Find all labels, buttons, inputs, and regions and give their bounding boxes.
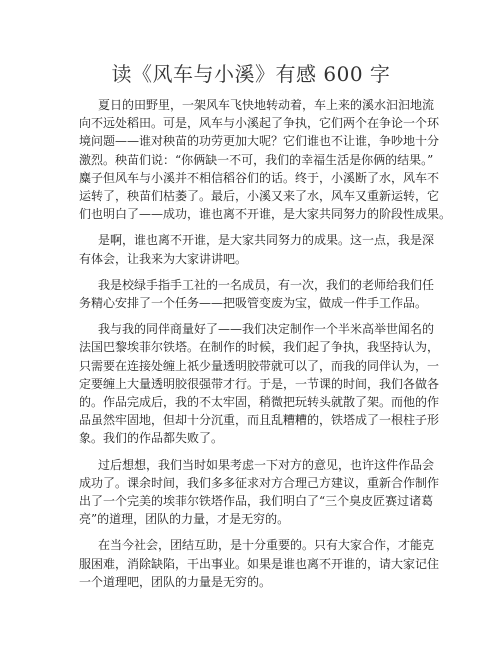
paragraph-line: 我与我的同伴商量好了——我们决定制作一个半米高举世闻名的 xyxy=(98,322,435,337)
paragraph-line: 夏日的田野里，一架风车飞快地转动着，车上来的溪水汩汩地流 xyxy=(98,98,435,112)
paragraph-line: 是啊，谁也离不开谁，是大家共同努力的成果。这一点，我是深 xyxy=(98,233,435,248)
paragraph-2 xyxy=(79,231,435,267)
paragraph-5 xyxy=(79,456,440,529)
paragraph-line: 一个道理吧，团队的力量是无穷的。 xyxy=(79,574,272,589)
paragraph-6 xyxy=(79,536,440,591)
paragraph-line: 定要缠上大量透明胶很强带才行。于是，一节课的时间，我们各做各 xyxy=(79,376,440,391)
paragraph-line: 服困难，消除缺陷，干出事业。如果是谁也离不开谁的，请大家记住 xyxy=(79,556,440,571)
paragraph-line: 向不远处稻田。可是，风车与小溪起了争执，它们两个在争论一个环 xyxy=(79,116,440,131)
essay-body xyxy=(79,96,452,599)
paragraph-line: 我是校绿手指手工社的一名成员，有一次，我们的老师给我们任 xyxy=(98,277,435,292)
paragraph-1 xyxy=(79,96,452,223)
paragraph-line: 激烈。秧苗们说：“你俩缺一不可，我们的幸福生活是你俩的结果。” xyxy=(79,152,434,167)
paragraph-4 xyxy=(79,320,440,447)
paragraph-line: 在当今社会，团结互助，是十分重要的。只有大家合作，才能克 xyxy=(98,538,435,553)
paragraph-line: 运转了，秧苗们枯萎了。最后，小溪又来了水，风车又重新运转，它 xyxy=(79,189,440,204)
paragraph-line: 亮”的道理，团队的力量，才是无穷的。 xyxy=(79,512,290,527)
paragraph-line: 成功了。课余时间，我们多多征求对方合理己方建议，重新合作制作 xyxy=(79,475,440,490)
paragraph-line: 务精心安排了一个任务——把吸管变废为宝，做成一件手工作品。 xyxy=(79,296,428,311)
paragraph-line: 过后想想，我们当时如果考虑一下对方的意见，也许这件作品会 xyxy=(98,457,435,472)
paragraph-line: 只需要在连接处缠上祇少量透明胶带就可以了，而我的同伴认为，一 xyxy=(79,358,440,373)
paragraph-line: 麋子但风车与小溪并不相信稻谷们的话。终于，小溪断了水，风车不 xyxy=(79,170,440,185)
paragraph-line: 们也明白了——成功，谁也离不开谁，是大家共同努力的阶段性成果。 xyxy=(79,207,452,222)
paragraph-line: 品虽然牢固地，但却十分沉重，而且乱糟糟的，铁塔成了一根柱子形 xyxy=(79,413,440,428)
paragraph-3 xyxy=(79,276,435,312)
paragraph-line: 有体会，让我来为大家讲讲吧。 xyxy=(79,251,248,266)
paragraph-line: 出了一个完美的埃菲尔铁塔作品，我们明白了“三个臭皮匠赛过诸葛 xyxy=(79,494,434,509)
paragraph-line: 的。作品完成后，我的不太牢固，稍微把玩转头就散了架。而他的作 xyxy=(79,395,440,410)
paragraph-line: 境问题——谁对秧苗的功劳更加大呢？它们谁也不让谁，争吵地十分 xyxy=(79,134,440,149)
page-title: 读《风车与小溪》有感 600 字 xyxy=(111,62,391,86)
paragraph-line: 象。我们的作品都失败了。 xyxy=(79,431,224,446)
paragraph-line: 法国巴黎埃菲尔铁塔。在制作的时候，我们起了争执，我坚持认为， xyxy=(79,340,440,355)
